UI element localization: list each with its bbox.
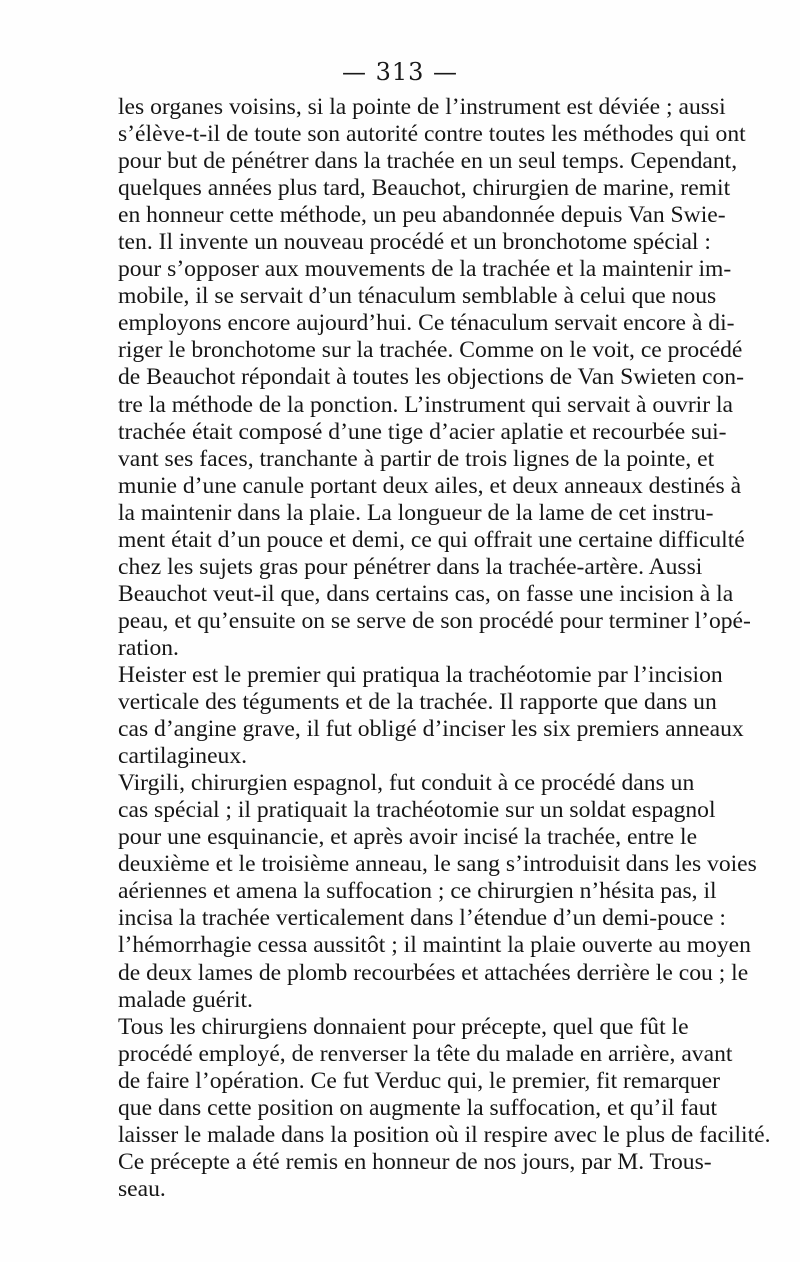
text-line: cartilagineux. bbox=[118, 743, 248, 770]
text-line: employons encore aujourd’hui. Ce ténaculum servait encore à di- bbox=[118, 310, 735, 337]
text-line: deuxième et le troisième anneau, le sang s’introduisit dans les voies bbox=[118, 851, 757, 878]
text-line: de deux lames de plomb recourbées et attachées derrière le cou ; le bbox=[118, 959, 749, 986]
text-line: ment était d’un pouce et demi, ce qui offrait une certaine difficulté bbox=[118, 526, 745, 553]
text-line: s’élève-t-il de toute son autorité contre toutes les méthodes qui ont bbox=[118, 121, 746, 148]
page-number: — 313 — bbox=[341, 58, 459, 86]
text-line: ten. Il invente un nouveau procédé et un bronchotome spécial : bbox=[118, 229, 711, 256]
text-line: Heister est le premier qui pratiqua la trachéotomie par l’incision bbox=[118, 661, 723, 688]
text-line: Virgili, chirurgien espagnol, fut conduit à ce procédé dans un bbox=[118, 770, 695, 797]
text-line: en honneur cette méthode, un peu abandonnée depuis Van Swie- bbox=[118, 202, 726, 229]
text-line: pour but de pénétrer dans la trachée en un seul temps. Cependant, bbox=[118, 148, 738, 175]
text-line: verticale des téguments et de la trachée. Il rapporte que dans un bbox=[118, 689, 717, 716]
paragraph-virgili bbox=[118, 770, 757, 1013]
text-line: pour une esquinancie, et après avoir incisé la trachée, entre le bbox=[118, 824, 698, 851]
body-text bbox=[118, 94, 771, 1203]
paragraph-heister bbox=[118, 661, 744, 770]
text-line: ration. bbox=[118, 634, 179, 661]
paragraph-beauchot bbox=[118, 94, 751, 662]
text-line: pour s’opposer aux mouvements de la trachée et la maintenir im- bbox=[118, 256, 732, 283]
text-line: la maintenir dans la plaie. La longueur de la lame de cet instru- bbox=[118, 499, 714, 526]
text-line: malade guérit. bbox=[118, 986, 253, 1013]
paragraph-verduc bbox=[118, 1013, 771, 1203]
text-line: tre la méthode de la ponction. L’instrument qui servait à ouvrir la bbox=[118, 391, 734, 418]
text-line: trachée était composé d’une tige d’acier aplatie et recourbée sui- bbox=[118, 418, 727, 445]
text-line: chez les sujets gras pour pénétrer dans la trachée-artère. Aussi bbox=[118, 553, 703, 580]
text-line: l’hémorrhagie cessa aussitôt ; il maintint la plaie ouverte au moyen bbox=[118, 932, 751, 959]
text-line: cas spécial ; il pratiquait la trachéotomie sur un soldat espagnol bbox=[118, 797, 716, 824]
text-line: de faire l’opération. Ce fut Verduc qui, le premier, fit remarquer bbox=[118, 1067, 720, 1094]
text-line: Tous les chirurgiens donnaient pour précepte, quel que fût le bbox=[118, 1013, 689, 1040]
text-line: munie d’une canule portant deux ailes, et deux anneaux destinés à bbox=[118, 472, 742, 499]
text-line: vant ses faces, tranchante à partir de trois lignes de la pointe, et bbox=[118, 445, 715, 472]
text-line: riger le bronchotome sur la trachée. Comme on le voit, ce procédé bbox=[118, 337, 743, 364]
text-line: que dans cette position on augmente la suffocation, et qu’il faut bbox=[118, 1094, 718, 1121]
text-line: Ce précepte a été remis en honneur de nos jours, par M. Trous- bbox=[118, 1148, 712, 1175]
text-line: cas d’angine grave, il fut obligé d’inciser les six premiers anneaux bbox=[118, 716, 744, 743]
text-line: incisa la trachée verticalement dans l’étendue d’un demi-pouce : bbox=[118, 905, 726, 932]
text-line: peau, et qu’ensuite on se serve de son procédé pour terminer l’opé- bbox=[118, 607, 751, 634]
text-line: seau. bbox=[118, 1175, 166, 1202]
text-line: les organes voisins, si la pointe de l’instrument est déviée ; aussi bbox=[118, 94, 726, 120]
text-line: laisser le malade dans la position où il respire avec le plus de facilité. bbox=[118, 1121, 771, 1148]
text-line: de Beauchot répondait à toutes les objections de Van Swieten con- bbox=[118, 364, 744, 391]
text-line: quelques années plus tard, Beauchot, chirurgien de marine, remit bbox=[118, 175, 731, 202]
text-line: aériennes et amena la suffocation ; ce chirurgien n’hésita pas, il bbox=[118, 878, 717, 905]
text-line: Beauchot veut-il que, dans certains cas, on fasse une incision à la bbox=[118, 580, 734, 607]
text-line: procédé employé, de renverser la tête du malade en arrière, avant bbox=[118, 1040, 733, 1067]
text-line: mobile, il se servait d’un ténaculum semblable à celui que nous bbox=[118, 283, 717, 310]
